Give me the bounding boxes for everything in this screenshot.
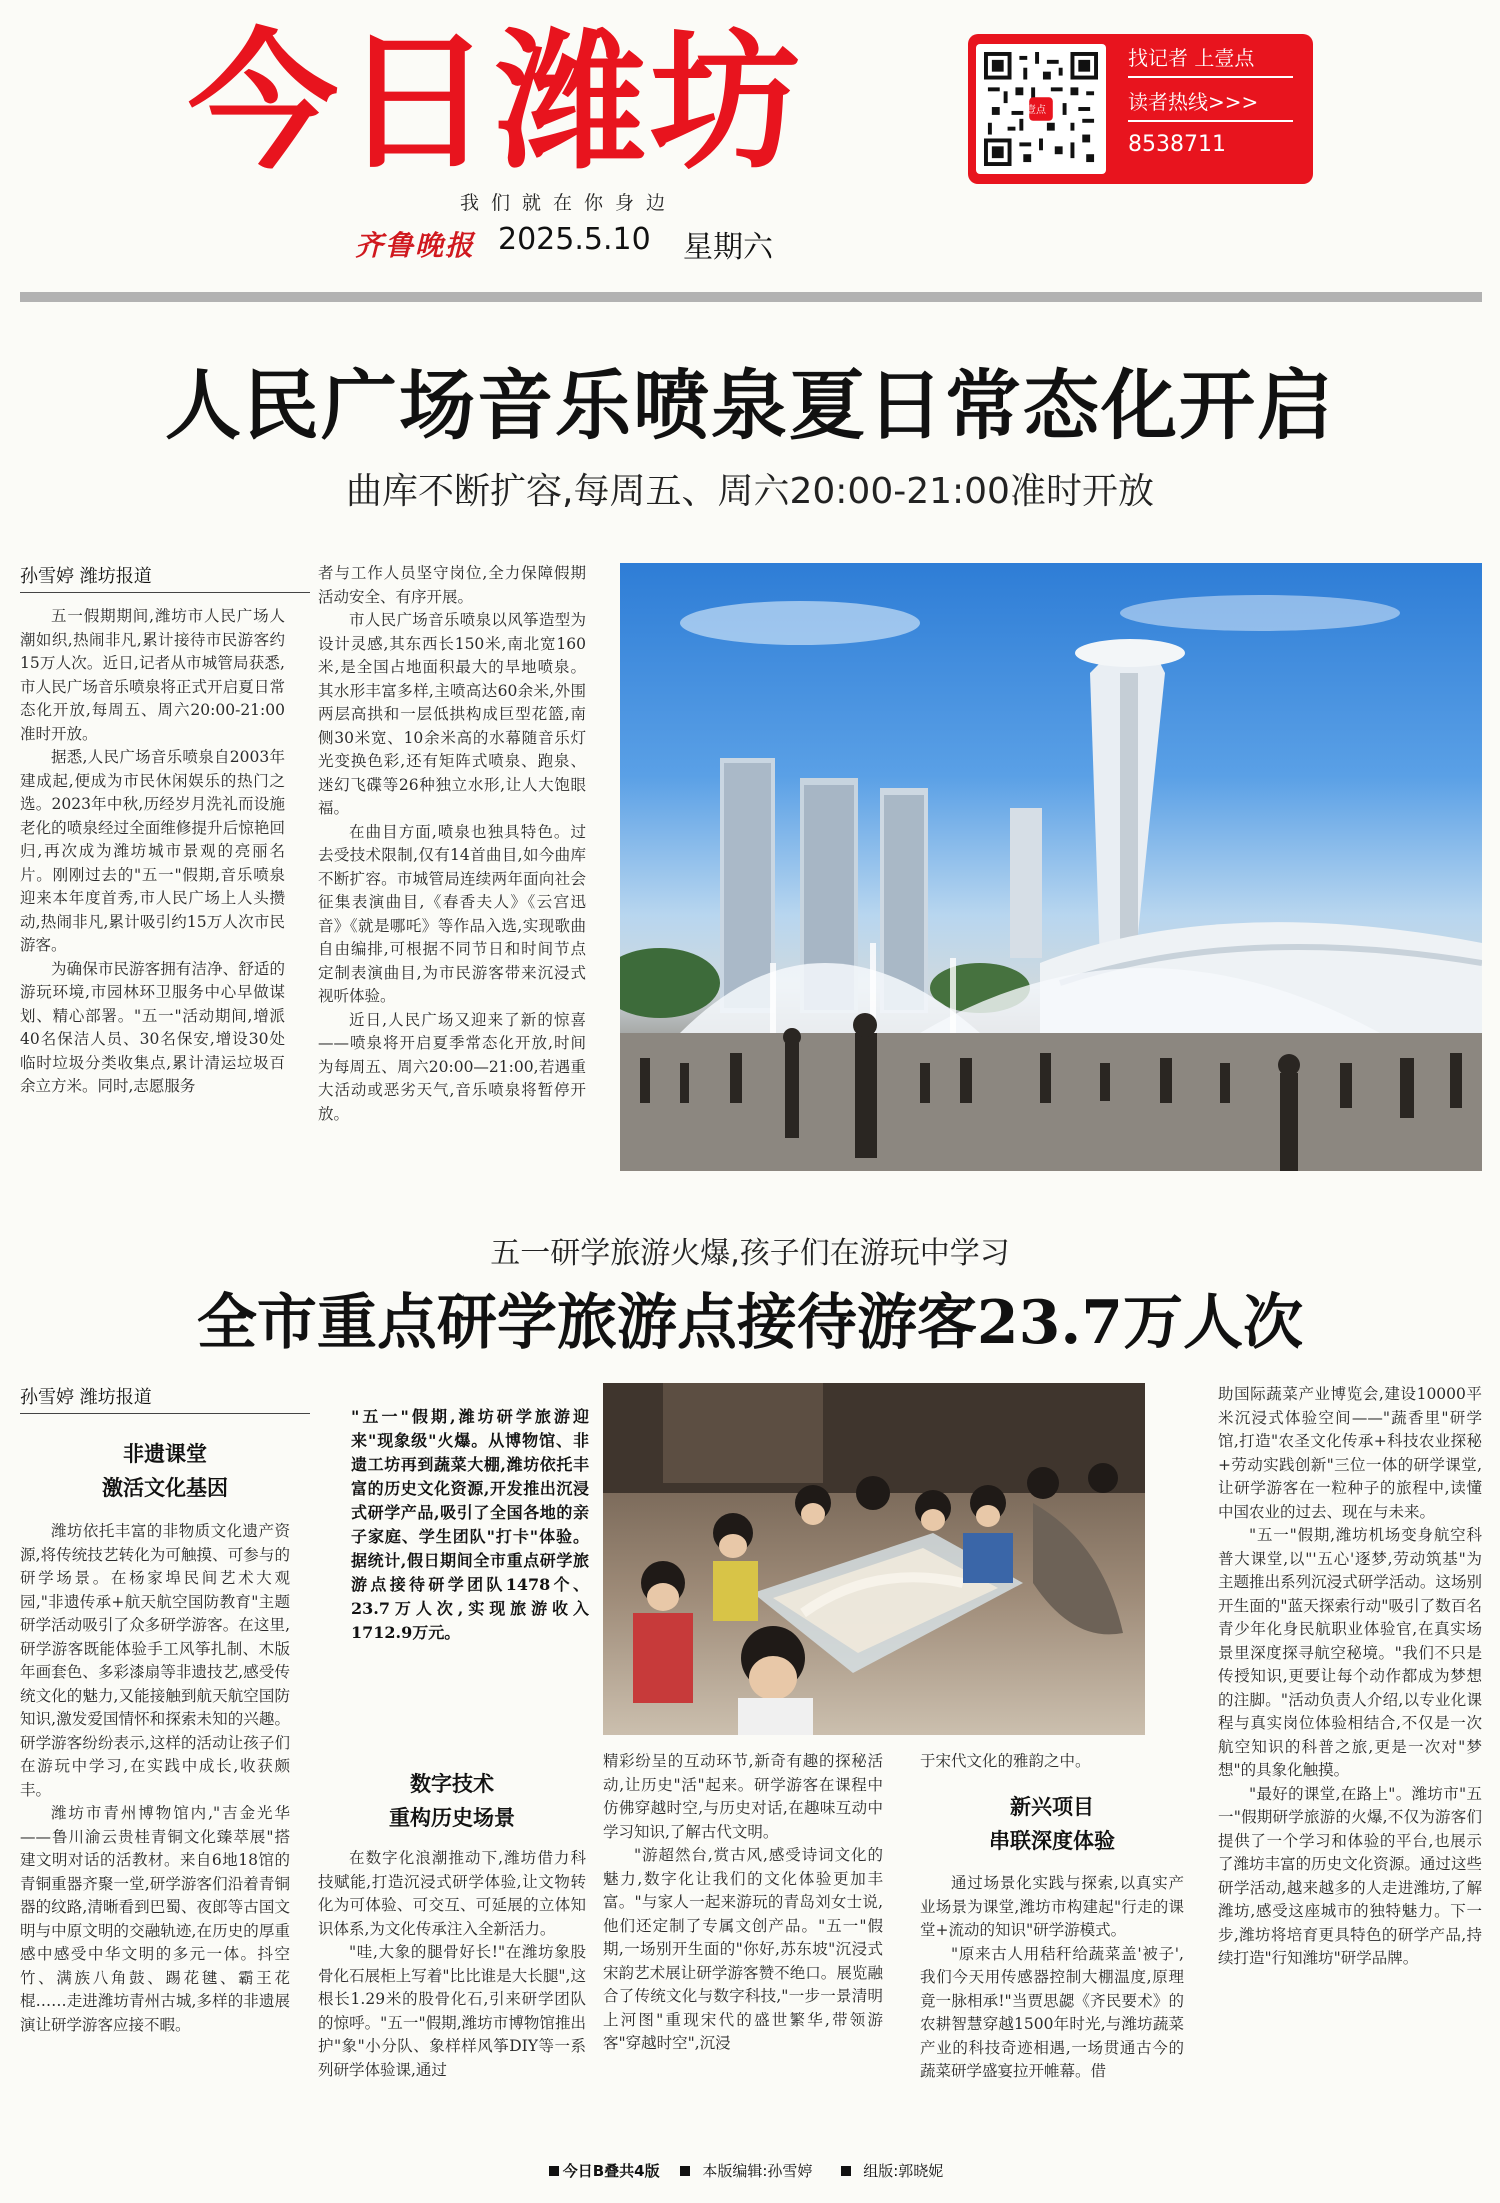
masthead-title: 今日潍坊: [188, 18, 805, 188]
paragraph: 为确保市民游客拥有洁净、舒适的游玩环境,市园林环卫服务中心早做谋划、精心部署。"五一"活动期间,增派40名保洁人员、30名保安,增设30处临时垃圾分类收集点,累计清运垃圾百余立方米。同时,志愿服务: [20, 959, 285, 1095]
story2-column-5-intro: [920, 1750, 1184, 1774]
paragraph: 在曲目方面,喷泉也独具特色。过去受技术限制,仅有14首曲目,如今曲库不断扩容。市城管局连续两年面向社会征集表演曲目,《春香夫人》《云宫迅音》《就是哪吒》等作品入选,实现歌曲自由编排,可根据不同节日和时间节点定制表演曲目,为市民游客带来沉浸式视听体验。: [318, 822, 586, 1005]
newspaper-brand: 齐鲁晚报: [355, 229, 476, 262]
square-bullet-icon: [549, 2166, 559, 2176]
paragraph: 助国际蔬菜产业博览会,建设10000平米沉浸式体验空间——"蔬香里"研学馆,打造"农圣文化传承+科技农业探秘+劳动实践创新"三位一体的研学课堂,让研学游客在一粒种子的旅程中,读懂中国农业的过去、现在与未来。: [1218, 1385, 1482, 1521]
fountain-scene-illustration: [620, 563, 1482, 1171]
footer-editor: 本版编辑:孙雪婷: [680, 2162, 820, 2180]
section-title-line: 数字技术: [410, 1771, 494, 1796]
section-heading-digital-tech: [318, 1767, 586, 1835]
paragraph: 精彩纷呈的互动环节,新奇有趣的探秘活动,让历史"活"起来。研学游客在课程中仿佛穿越时空,与历史对话,在趣味互动中学习知识,了解古代文明。: [603, 1752, 883, 1841]
story1-byline: 孙雪婷 潍坊报道: [20, 562, 310, 593]
paragraph: 在数字化浪潮推动下,潍坊借力科技赋能,打造沉浸式研学体验,让文物转化为可体验、可交互、可延展的立体知识体系,为文化传承注入全新活力。: [318, 1849, 586, 1938]
section-title-line: 新兴项目: [1010, 1794, 1094, 1819]
contact-divider: [1128, 120, 1293, 122]
paragraph: 于宋代文化的雅韵之中。: [920, 1752, 1091, 1770]
story2-lead: "五一"假期,潍坊研学旅游迎来"现象级"火爆。从博物馆、非遗工坊再到蔬菜大棚,潍坊依托丰富的历史文化资源,开发推出沉浸式研学产品,吸引了全国各地的亲子家庭、学生团队"打卡"体验。据统计,假日期间全市重点研学旅游点接待研学团队1478个、23.7万人次,实现旅游收入1712.9万元。: [351, 1407, 589, 1642]
story1-column-2: [318, 562, 586, 1174]
contact-divider: [1128, 76, 1293, 78]
section-title-line: 激活文化基因: [102, 1475, 228, 1500]
issue-weekday: 星期六: [683, 230, 773, 265]
museum-scene-illustration: [603, 1383, 1145, 1735]
paragraph: "原来古人用秸秆给蔬菜盖'被子',我们今天用传感器控制大棚温度,原理竟一脉相承!"当贾思勰《齐民要术》的农耕智慧穿越1500年时光,与潍坊蔬菜产业的科技奇迹相遇,一场贯通古今的蔬菜研学盛宴拉开帷幕。借: [920, 1944, 1184, 2080]
contact-hotline-number: 8538711: [1128, 132, 1226, 157]
section-title-line: 非遗课堂: [123, 1441, 207, 1466]
paragraph: 近日,人民广场又迎来了新的惊喜——喷泉将开启夏季常态化开放,时间为每周五、周六20:00—21:00,若遇重大活动或恶劣天气,音乐喷泉将暂停开放。: [318, 1010, 586, 1123]
paragraph: "五一"假期,潍坊机场变身航空科普大课堂,以"'五心'逐梦,劳动筑基"为主题推出系列沉浸式研学活动。这场别开生面的"蓝天探索行动"吸引了数百名青少年化身民航职业体验官,在真实场景里深度探寻航空秘境。"我们不只是传授知识,更要让每个动作都成为梦想的注脚。"活动负责人介绍,以专业化课程与真实岗位体验相结合,不仅是一次航空知识的科普之旅,更是一次对"梦想"的具象化触摸。: [1218, 1526, 1482, 1779]
contact-hotline-label: 读者热线>>>: [1128, 90, 1259, 114]
fountain-photo: [620, 563, 1482, 1171]
story1-headline: 人民广场音乐喷泉夏日常态化开启: [165, 361, 1335, 450]
paragraph: 据悉,人民广场音乐喷泉自2003年建成起,便成为市民休闲娱乐的热门之选。2023年中秋,历经岁月洗礼而设施老化的喷泉经过全面维修提升后惊艳回归,再次成为潍坊城市景观的亮丽名片。刚刚过去的"五一"假期,音乐喷泉迎来本年度首秀,市人民广场上人头攒动,热闹非凡,累计吸引约15万人次市民游客。: [20, 748, 285, 954]
contact-find-reporter: 找记者 上壹点: [1128, 46, 1255, 70]
paragraph: "游超然台,赏古风,感受诗词文化的魅力,数字化让我们的文化体验更加丰富。"与家人一起来游玩的青岛刘女士说,他们还定制了专属文创产品。"五一"假期,一场别开生面的"你好,苏东坡"沉浸式宋韵艺术展让研学游客赞不绝口。展览融合了传统文化与数字科技,"一步一景清明上河图"重现宋代的盛世繁华,带领游客"穿越时空",沉浸: [603, 1846, 883, 2052]
story1-subheadline: 曲库不断扩容,每周五、周六20:00-21:00准时开放: [346, 471, 1154, 512]
story2-headline: 全市重点研学旅游点接待游客23.7万人次: [196, 1288, 1304, 1358]
story2-byline: 孙雪婷 潍坊报道: [20, 1383, 310, 1414]
footer-edition: 今日B叠共4版: [549, 2162, 660, 2180]
masthead-slogan: 我们就在你身边: [460, 192, 678, 214]
story1-column-1: [20, 605, 285, 1175]
section-title-line: 串联深度体验: [989, 1828, 1115, 1853]
section-title-line: 重构历史场景: [389, 1805, 515, 1830]
story2-column-4: [603, 1750, 883, 2150]
story2-kicker: 五一研学旅游火爆,孩子们在游玩中学习: [490, 1236, 1010, 1271]
paragraph: 市人民广场音乐喷泉以风筝造型为设计灵感,其东西长150米,南北宽160米,是全国占地面积最大的旱地喷泉。其水形丰富多样,主喷高达60余米,外围两层高拱和一层低拱构成巨型花篮,南侧30米宽、10余米高的水幕随音乐灯光变换色彩,还有矩阵式喷泉、跑泉、迷幻飞碟等26种独立水形,让人大饱眼福。: [318, 611, 586, 817]
story2-column-2: [318, 1847, 586, 2150]
issue-date: 2025.5.10: [498, 222, 651, 257]
qr-code-icon[interactable]: [976, 44, 1106, 174]
paragraph: "哇,大象的腿骨好长!"在潍坊象股骨化石展柜上写着"比比谁是大长腿",这根长1.29米的股骨化石,引来研学团队的惊呼。"五一"假期,潍坊市博物馆推出护"象"小分队、象样样风筝DIY等一系列研学体验课,通过: [318, 1943, 586, 2079]
masthead-rule: [20, 292, 1482, 302]
story2-column-1: [20, 1520, 290, 2150]
qr-center-label: 壹点: [1026, 105, 1046, 116]
paragraph: 潍坊市青州博物馆内,"吉金光华——鲁川渝云贵桂青铜文化臻萃展"搭建文明对话的活教材。来自6地18馆的青铜重器齐聚一堂,研学游客们沿着青铜器的纹路,清晰看到巴蜀、夜郎等古国文明与中原文明的交融轨迹,在历史的厚重感中感受中华文明的多元一体。抖空竹、满族八角鼓、踢花毽、霸王花棍……走进潍坊青州古城,多样的非遗展演让研学游客应接不暇。: [20, 1804, 290, 2034]
story2-column-6: [1218, 1383, 1482, 2150]
section-heading-new-projects: [920, 1790, 1184, 1858]
paragraph: 五一假期期间,潍坊市人民广场人潮如织,热闹非凡,累计接待市民游客约15万人次。近日,记者从市城管局获悉,市人民广场音乐喷泉将正式开启夏日常态化开放,每周五、周六20:00-21:00准时开放。: [20, 607, 285, 743]
square-bullet-icon: [680, 2166, 690, 2176]
section-heading-intangible-heritage: [20, 1437, 310, 1505]
museum-photo: [603, 1383, 1145, 1735]
contact-panel: [968, 34, 1313, 184]
square-bullet-icon: [841, 2166, 851, 2176]
story2-column-5: [920, 1872, 1184, 2150]
paragraph: "最好的课堂,在路上"。潍坊市"五一"假期研学旅游的火爆,不仅为游客们提供了一个学习和体验的平台,也展示了潍坊丰富的历史文化资源。通过这些研学活动,越来越多的人走进潍坊,了解潍坊,感受这座城市的独特魅力。下一步,潍坊将培育更具特色的研学产品,持续打造"行知潍坊"研学品牌。: [1218, 1784, 1482, 1967]
paragraph: 通过场景化实践与探索,以真实产业场景为课堂,潍坊市构建起"行走的课堂+流动的知识"研学游模式。: [920, 1874, 1184, 1939]
paragraph: 潍坊依托丰富的非物质文化遗产资源,将传统技艺转化为可触摸、可参与的研学场景。在杨家埠民间艺术大观园,"非遗传承+航天航空国防教育"主题研学活动吸引了众多研学游客。在这里,研学游客既能体验手工风筝扎制、木版年画套色、多彩漆扇等非遗技艺,感受传统文化的魅力,又能接触到航天航空国防知识,激发爱国情怀和探索未知的兴趣。研学游客纷纷表示,这样的活动让孩子们在游玩中学习,在实践中成长,收获颇丰。: [20, 1522, 290, 1799]
page-footer: [0, 2160, 1500, 2181]
footer-layout: 组版:郭晓妮: [841, 2162, 951, 2180]
paragraph: 者与工作人员坚守岗位,全力保障假期活动安全、有序开展。: [318, 564, 586, 606]
